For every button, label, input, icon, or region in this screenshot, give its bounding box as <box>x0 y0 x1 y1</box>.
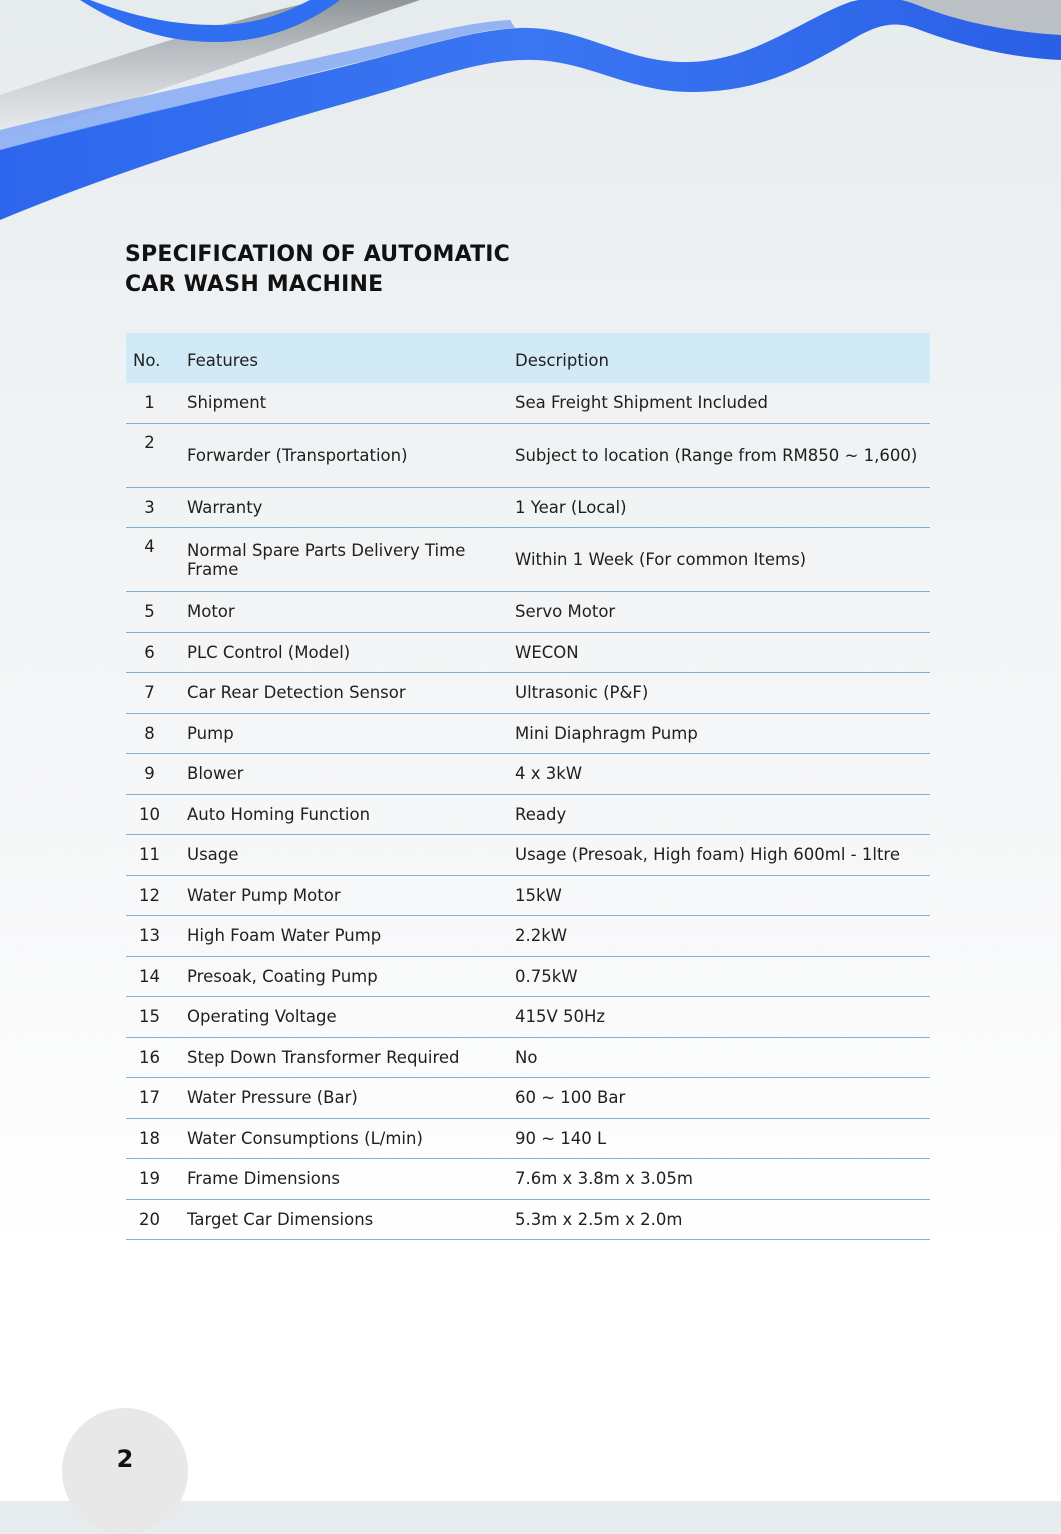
row-no: 17 <box>126 1078 187 1119</box>
row-feature: Usage <box>187 835 515 876</box>
row-no: 5 <box>126 592 187 633</box>
row-description: Mini Diaphragm Pump <box>515 713 930 754</box>
table-row <box>126 1078 930 1119</box>
row-feature: Step Down Transformer Required <box>187 1037 515 1078</box>
row-no: 11 <box>126 835 187 876</box>
row-feature: Blower <box>187 754 515 795</box>
table-row <box>126 1037 930 1078</box>
row-description: Sea Freight Shipment Included <box>515 383 930 423</box>
row-description: Within 1 Week (For common Items) <box>515 528 930 592</box>
row-no: 4 <box>126 528 187 592</box>
row-no: 16 <box>126 1037 187 1078</box>
row-feature: Normal Spare Parts Delivery Time Frame <box>187 528 515 592</box>
row-description: 1 Year (Local) <box>515 487 930 528</box>
row-description: WECON <box>515 632 930 673</box>
row-feature: Water Pump Motor <box>187 875 515 916</box>
header-no: No. <box>126 333 187 383</box>
row-feature: Operating Voltage <box>187 997 515 1038</box>
row-description: 60 ~ 100 Bar <box>515 1078 930 1119</box>
row-description: Servo Motor <box>515 592 930 633</box>
table-row <box>126 487 930 528</box>
row-feature: PLC Control (Model) <box>187 632 515 673</box>
table-row <box>126 835 930 876</box>
row-no: 3 <box>126 487 187 528</box>
page-title <box>125 240 510 300</box>
table-row <box>126 528 930 592</box>
row-no: 12 <box>126 875 187 916</box>
row-no: 9 <box>126 754 187 795</box>
row-description: Usage (Presoak, High foam) High 600ml - 1ltre <box>515 835 930 876</box>
row-no: 15 <box>126 997 187 1038</box>
table-row <box>126 794 930 835</box>
table-row <box>126 997 930 1038</box>
row-feature: Motor <box>187 592 515 633</box>
row-feature: Auto Homing Function <box>187 794 515 835</box>
row-no: 6 <box>126 632 187 673</box>
page-number-badge <box>62 1408 188 1534</box>
table-row <box>126 754 930 795</box>
table-row <box>126 673 930 714</box>
table-row <box>126 956 930 997</box>
row-feature: Car Rear Detection Sensor <box>187 673 515 714</box>
table-header-row <box>126 333 930 383</box>
table-row <box>126 423 930 487</box>
row-description: Subject to location (Range from RM850 ~ 1,600) <box>515 423 930 487</box>
row-description: 15kW <box>515 875 930 916</box>
row-no: 20 <box>126 1199 187 1240</box>
table-row <box>126 713 930 754</box>
row-description: 2.2kW <box>515 916 930 957</box>
row-feature: Water Consumptions (L/min) <box>187 1118 515 1159</box>
row-feature: Water Pressure (Bar) <box>187 1078 515 1119</box>
row-no: 18 <box>126 1118 187 1159</box>
row-no: 19 <box>126 1159 187 1200</box>
table-row <box>126 383 930 423</box>
row-description: Ultrasonic (P&F) <box>515 673 930 714</box>
row-feature: Forwarder (Transportation) <box>187 423 515 487</box>
row-feature: High Foam Water Pump <box>187 916 515 957</box>
row-feature: Target Car Dimensions <box>187 1199 515 1240</box>
row-feature: Warranty <box>187 487 515 528</box>
table-row <box>126 1118 930 1159</box>
row-no: 1 <box>126 383 187 423</box>
row-description: Ready <box>515 794 930 835</box>
row-no: 8 <box>126 713 187 754</box>
specification-table <box>126 333 930 1240</box>
header-description: Description <box>515 333 930 383</box>
row-no: 10 <box>126 794 187 835</box>
row-description: No <box>515 1037 930 1078</box>
row-description: 0.75kW <box>515 956 930 997</box>
decorative-wave-banner <box>0 0 1061 240</box>
row-feature: Pump <box>187 713 515 754</box>
table-row <box>126 875 930 916</box>
page-title-line-2: CAR WASH MACHINE <box>125 272 384 297</box>
table-row <box>126 592 930 633</box>
page-number: 2 <box>116 1445 134 1473</box>
row-no: 13 <box>126 916 187 957</box>
row-description: 90 ~ 140 L <box>515 1118 930 1159</box>
row-description: 4 x 3kW <box>515 754 930 795</box>
row-no: 2 <box>126 423 187 487</box>
row-feature: Shipment <box>187 383 515 423</box>
row-no: 14 <box>126 956 187 997</box>
header-features: Features <box>187 333 515 383</box>
row-description: 415V 50Hz <box>515 997 930 1038</box>
row-feature: Frame Dimensions <box>187 1159 515 1200</box>
row-feature: Presoak, Coating Pump <box>187 956 515 997</box>
row-description: 7.6m x 3.8m x 3.05m <box>515 1159 930 1200</box>
table-row <box>126 1159 930 1200</box>
table-row <box>126 632 930 673</box>
page-title-line-1: SPECIFICATION OF AUTOMATIC <box>125 242 511 267</box>
table-row <box>126 1199 930 1240</box>
row-no: 7 <box>126 673 187 714</box>
row-description: 5.3m x 2.5m x 2.0m <box>515 1199 930 1240</box>
table-row <box>126 916 930 957</box>
